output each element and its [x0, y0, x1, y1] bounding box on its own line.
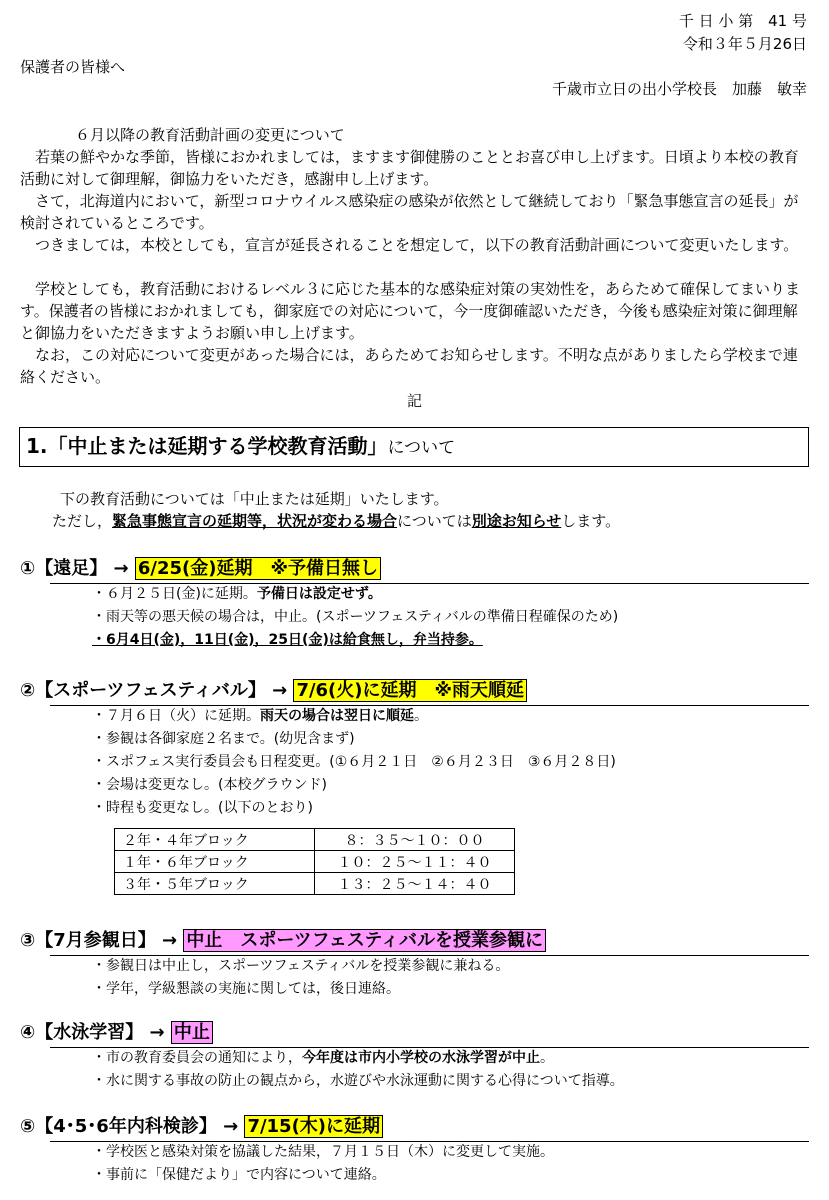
recipient: 保護者の皆様へ: [20, 58, 126, 76]
schedule-table: [114, 828, 515, 895]
document-date: 令和３年５月26日: [682, 35, 807, 53]
item-swimming-heading: [20, 1020, 213, 1046]
item-heading-text: ①【遠足】 →: [20, 558, 135, 579]
item-status-tag: 6/25(金)延期 ※予備日無し: [135, 557, 381, 580]
subject-line: ６月以降の教育活動計画の変更について: [75, 126, 345, 144]
item-status-tag: 中止 スポーツフェスティバルを授業参観に: [183, 929, 546, 952]
item-status-tag: 7/6(火)に延期 ※雨天順延: [293, 679, 527, 702]
list-item: ・参観日は中止し，スポーツフェスティバルを授業参観に兼ねる。: [92, 958, 510, 974]
paragraph-change-notice: つきましては，本校としても，宣言が延長されることを想定して，以下の教育活動計画について変更いたします。: [20, 236, 799, 254]
item-sports-festival-heading: [20, 678, 527, 704]
item-heading-text: ②【スポーツフェスティバル】 →: [20, 680, 294, 701]
table-cell-time: ８：３５〜１０：００: [315, 829, 515, 851]
table-cell-time: １３：２５〜１４：４０: [315, 873, 515, 895]
list-item: ・学校医と感染対策を協議した結果，７月１５日（木）に変更して実施。: [92, 1144, 554, 1160]
bullet-text: 。: [414, 708, 428, 724]
ki-mark: 記: [407, 392, 423, 410]
section-title-main: 1.「中止または延期する学校教育活動」: [26, 434, 388, 458]
list-item: ・スポフェス実行委員会も日程変更。(①６月２１日 ②６月２３日 ③６月２８日): [92, 754, 616, 770]
table-row: [115, 873, 515, 895]
list-item: ・参観は各御家庭２名まで。(幼児含まず): [92, 731, 355, 747]
intro-text: ただし，: [52, 512, 113, 530]
list-item: ・学年，学級懇談の実施に関しては，後日連絡。: [92, 981, 400, 997]
table-row: [115, 829, 515, 851]
sender: 千歳市立日の出小学校長 加藤 敏幸: [551, 80, 807, 98]
table-cell-block: ２年・４年ブロック: [115, 829, 315, 851]
bullet-text: ・７月６日（火）に延期。: [92, 708, 260, 724]
list-item: [92, 1048, 554, 1069]
paragraph-measures: 学校としても，教育活動におけるレベル３に応じた基本的な感染症対策の実効性を，あらためて確保してまいります。保護者の皆様におかれましても，御家庭での対応について，今一度御確認いただき，今後も感染症対策に御理解と御協力をいただきますようお願い申し上げます。: [20, 280, 801, 342]
list-item: ・事前に「保健だより」で内容について連絡。: [92, 1167, 386, 1183]
item-excursion-heading: [20, 556, 381, 582]
list-item: ・会場は変更なし。(本校グラウンド): [92, 777, 327, 793]
table-cell-block: ３年・５年ブロック: [115, 873, 315, 895]
item-heading-text: ⑤【4･5･6年内科検診】 →: [20, 1116, 245, 1137]
list-item: [92, 584, 382, 605]
list-item: ・時程も変更なし。(以下のとおり): [92, 800, 313, 816]
section-title: [26, 433, 455, 461]
intro-emphasis: 緊急事態宣言の延期等，状況が変わる場合: [112, 512, 398, 530]
item-open-class-heading: [20, 928, 546, 954]
section-title-tail: について: [387, 438, 456, 458]
intro-emphasis: 別途お知らせ: [471, 512, 562, 530]
list-item: ・6月4日(金)，11日(金)，25日(金)は給食無し，弁当持参。: [92, 632, 483, 648]
item-status-tag: 7/15(木)に延期: [244, 1115, 383, 1138]
item-heading-text: ④【水泳学習】 →: [20, 1022, 171, 1043]
list-item: [92, 706, 428, 727]
table-cell-time: １０：２５〜１１：４０: [315, 851, 515, 873]
list-item: ・水に関する事故の防止の観点から，水遊びや水泳運動に関する心得について指導。: [92, 1073, 624, 1089]
document-number: 千 日 小 第 41 号: [678, 12, 807, 30]
section-intro-line2: [52, 510, 620, 532]
item-status-tag: 中止: [171, 1021, 213, 1044]
table-cell-block: １年・６年ブロック: [115, 851, 315, 873]
bullet-text: ・６月２５日(金)に延期。: [92, 586, 257, 602]
bullet-text: 。: [540, 1050, 554, 1066]
item-medical-checkup-heading: [20, 1114, 383, 1140]
table-row: [115, 851, 515, 873]
paragraph-situation: さて，北海道内において，新型コロナウイルス感染症の感染が依然として継続しており「緊急事態宣言の延長」が検討されているところです。: [20, 192, 799, 232]
item-heading-text: ③【7月参観日】 →: [20, 930, 184, 951]
section-intro-line1: 下の教育活動については「中止または延期」いたします。: [60, 490, 449, 508]
bullet-text: ・市の教育委員会の通知により，: [92, 1050, 302, 1066]
paragraph-contact: なお，この対応について変更があった場合には，あらためてお知らせします。不明な点がありましたら学校まで連絡ください。: [20, 346, 798, 386]
intro-text: については: [397, 512, 472, 530]
bullet-emphasis: 予備日は設定せず。: [256, 586, 382, 602]
intro-text: します。: [561, 512, 621, 530]
paragraph-greeting: 若葉の鮮やかな季節，皆様におかれましては，ますます御健勝のこととお喜び申し上げます。日頃より本校の教育活動に対して御理解，御協力をいただき，感謝申し上げます。: [20, 148, 799, 188]
bullet-emphasis: 雨天の場合は翌日に順延: [260, 708, 414, 724]
list-item: ・雨天等の悪天候の場合は，中止。(スポーツフェスティバルの準備日程確保のため): [92, 609, 619, 625]
bullet-emphasis: 今年度は市内小学校の水泳学習が中止: [302, 1050, 540, 1066]
